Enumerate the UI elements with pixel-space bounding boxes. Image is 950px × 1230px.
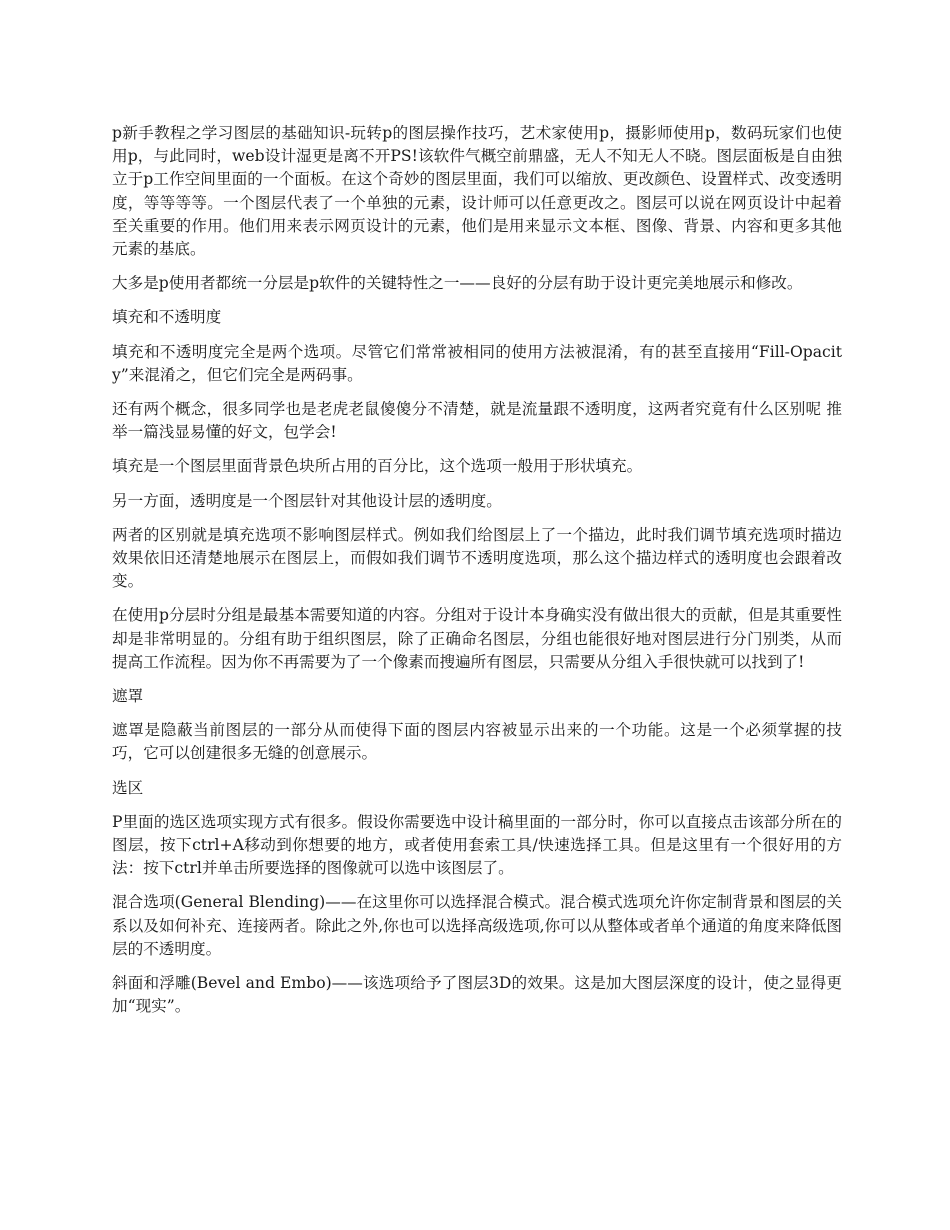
- intro-paragraph: p新手教程之学习图层的基础知识-玩转p的图层操作技巧，艺术家使用p，摄影师使用p，数码玩家们也使用p，与此同时，web设计湿更是离不开PS!该软件气概空前鼎盛，无人不知无人不晓。图层面板是自由独立于p工作空间里面的一个面板。在这个奇妙的图层里面，我们可以缩放、更改颜色、设置样式、改变透明度，等等等等。一个图层代表了一个单独的元素，设计师可以任意更改之。图层可以说在网页设计中起着至关重要的作用。他们用来表示网页设计的元素，他们是用来显示文本框、图像、背景、内容和更多其他元素的基底。: [112, 124, 842, 259]
- document-page: [112, 122, 842, 1030]
- section-heading-mask: 遮罩: [112, 687, 144, 706]
- grouping-paragraph: 在使用p分层时分组是最基本需要知道的内容。分组对于设计本身确实没有做出很大的贡献，但是其重要性却是非常明显的。分组有助于组织图层，除了正确命名图层，分组也能很好地对图层进行分门别类，从而提高工作流程。因为你不再需要为了一个像素而搜遍所有图层，只需要从分组入手很快就可以找到了!: [112, 606, 842, 671]
- fill-definition-paragraph: 填充是一个图层里面背景色块所占用的百分比，这个选项一般用于形状填充。: [112, 457, 643, 476]
- section-heading-fill-opacity: 填充和不透明度: [112, 308, 222, 327]
- fill-opacity-paragraph: 填充和不透明度完全是两个选项。尽管它们常常被相同的使用方法被混淆，有的甚至直接用“Fill-Opacity”来混淆之，但它们完全是两码事。: [112, 342, 842, 384]
- flow-opacity-paragraph: 还有两个概念，很多同学也是老虎老鼠傻傻分不清楚，就是流量跟不透明度，这两者究竟有什么区别呢 推举一篇浅显易懂的好文，包学会!: [112, 400, 842, 442]
- mask-paragraph: 遮罩是隐蔽当前图层的一部分从而使得下面的图层内容被显示出来的一个功能。这是一个必须掌握的技巧，它可以创建很多无缝的创意展示。: [112, 721, 842, 763]
- opacity-definition-paragraph: 另一方面，透明度是一个图层针对其他设计层的透明度。: [112, 491, 502, 510]
- section-heading-selection: 选区: [112, 778, 144, 797]
- bevel-paragraph: 斜面和浮雕(Bevel and Embo)——该选项给予了图层3D的效果。这是加大图层深度的设计，使之显得更加“现实”。: [112, 974, 842, 1016]
- selection-paragraph: P里面的选区选项实现方式有很多。假设你需要选中设计稿里面的一部分时，你可以直接点击该部分所在的图层，按下ctrl+A移动到你想要的地方，或者使用套索工具/快速选择工具。但是这里有一个很好用的方法：按下ctrl并单击所要选择的图像就可以选中该图层了。: [112, 812, 842, 878]
- blending-paragraph: 混合选项(General Blending)——在这里你可以选择混合模式。混合模式选项允许你定制背景和图层的关系以及如何补充、连接两者。除此之外,你也可以选择高级选项,你可以从整体或者单个通道的角度来降低图层的不透明度。: [112, 893, 842, 958]
- layering-paragraph: 大多是p使用者都统一分层是p软件的关键特性之一——良好的分层有助于设计更完美地展示和修改。: [112, 274, 803, 293]
- difference-paragraph: 两者的区别就是填充选项不影响图层样式。例如我们给图层上了一个描边，此时我们调节填充选项时描边效果依旧还清楚地展示在图层上，而假如我们调节不透明度选项，那么这个描边样式的透明度也会跟着改变。: [112, 525, 842, 591]
